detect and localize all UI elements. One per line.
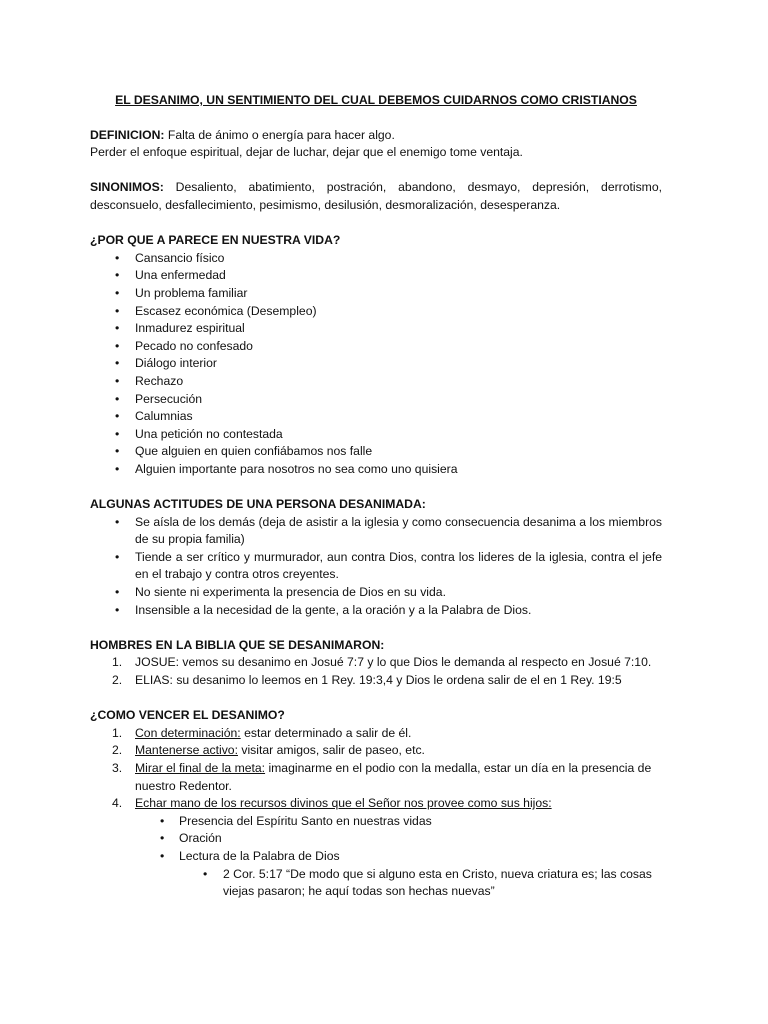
list-item: • Una enfermedad: [90, 267, 662, 285]
definition-label: DEFINICION:: [90, 127, 165, 142]
list-item: • Diálogo interior: [90, 355, 662, 373]
list-lead: Echar mano de los recursos divinos que el Señor nos provee como sus hijos:: [135, 796, 552, 811]
list-item: [90, 795, 662, 813]
list-item: • Oración: [90, 830, 662, 848]
list-item: • Alguien importante para nosotros no sea como uno quisiera: [90, 461, 662, 479]
list-item: • Tiende a ser crítico y murmurador, aun contra Dios, contra los lideres de la iglesia, contra el jefe en el trabajo y contra otros creyentes.: [90, 549, 662, 584]
section-heading-attitudes: ALGUNAS ACTITUDES DE UNA PERSONA DESANIMADA:: [90, 497, 426, 512]
list-text: JOSUE: vemos su desanimo en Josué 7:7 y lo que Dios le demanda al respecto en Josué 7:10.: [135, 655, 652, 670]
list-item: [90, 725, 662, 743]
list-item: • Escasez económica (Desempleo): [90, 303, 662, 321]
list-item: • Presencia del Espíritu Santo en nuestras vidas: [90, 813, 662, 831]
list-text: visitar amigos, salir de paseo, etc.: [237, 743, 425, 758]
list-item: • No siente ni experimenta la presencia de Dios en su vida.: [90, 584, 662, 602]
list-item: • Calumnias: [90, 408, 662, 426]
attitudes-list: [90, 514, 662, 620]
list-item: • Un problema familiar: [90, 285, 662, 303]
list-item: • Pecado no confesado: [90, 338, 662, 356]
overcome-list: [90, 725, 662, 813]
verse-list: [90, 866, 662, 901]
list-item: • Inmadurez espiritual: [90, 320, 662, 338]
list-item: • Insensible a la necesidad de la gente, a la oración y a la Palabra de Dios.: [90, 602, 662, 620]
list-item: • Cansancio físico: [90, 250, 662, 268]
list-text: estar determinado a salir de él.: [240, 725, 412, 740]
resources-list: [90, 813, 662, 866]
list-number: 1.: [112, 725, 123, 740]
section-heading-men: HOMBRES EN LA BIBLIA QUE SE DESANIMARON:: [90, 637, 385, 652]
verse-item: • 2 Cor. 5:17 “De modo que si alguno esta en Cristo, nueva criatura es; las cosas viejas pasaron; he aquí todas son hechas nuevas”: [90, 866, 662, 901]
list-text: ELIAS: su desanimo lo leemos en 1 Rey. 19:3,4 y Dios le ordena salir de el en 1 Rey. 19:5: [135, 673, 622, 687]
list-lead: Con determinación:: [135, 725, 241, 740]
list-lead: Mirar el final de la meta:: [135, 760, 266, 775]
definition-line: [90, 127, 662, 145]
list-text: imaginarme en el podio con la medalla, estar un día en la presencia de nuestro Redentor.: [135, 760, 652, 793]
list-item: [90, 742, 662, 760]
synonyms-paragraph: [90, 179, 662, 214]
list-lead: Mantenerse activo:: [135, 743, 238, 758]
document-page: [90, 92, 662, 901]
list-item: • Persecución: [90, 391, 662, 409]
list-item: [90, 654, 662, 672]
section-heading-overcome: ¿COMO VENCER EL DESANIMO?: [90, 708, 285, 723]
list-item: • Rechazo: [90, 373, 662, 391]
section-heading-why: ¿POR QUE A PARECE EN NUESTRA VIDA?: [90, 233, 341, 248]
synonyms-text: Desaliento, abatimiento, postración, abandono, desmayo, depresión, derrotismo, desconsuelo, desfallecimiento, pesimismo, desilusión, desmoralización, desesperanza.: [90, 180, 662, 212]
document-title: EL DESANIMO, UN SENTIMIENTO DEL CUAL DEBEMOS CUIDARNOS COMO CRISTIANOS: [115, 93, 637, 107]
list-item: • Lectura de la Palabra de Dios: [90, 848, 662, 866]
definition-text: Falta de ánimo o energía para hacer algo.: [164, 127, 395, 142]
list-number: 2.: [112, 743, 123, 758]
definition-line-2: Perder el enfoque espiritual, dejar de luchar, dejar que el enemigo tome ventaja.: [90, 145, 523, 160]
list-item: • Una petición no contestada: [90, 426, 662, 444]
list-item: [90, 760, 662, 795]
list-item: • Que alguien en quien confiábamos nos falle: [90, 443, 662, 461]
men-list: [90, 654, 662, 689]
why-list: [90, 250, 662, 479]
list-number: 4.: [112, 796, 123, 811]
list-number: 3.: [112, 760, 123, 775]
list-item: [90, 672, 662, 690]
list-item: • Se aísla de los demás (deja de asistir a la iglesia y como consecuencia desanima a los miembros de su propia familia): [90, 514, 662, 549]
list-number: 2.: [112, 673, 123, 687]
list-number: 1.: [112, 655, 123, 670]
synonyms-label: SINONIMOS:: [90, 180, 164, 195]
